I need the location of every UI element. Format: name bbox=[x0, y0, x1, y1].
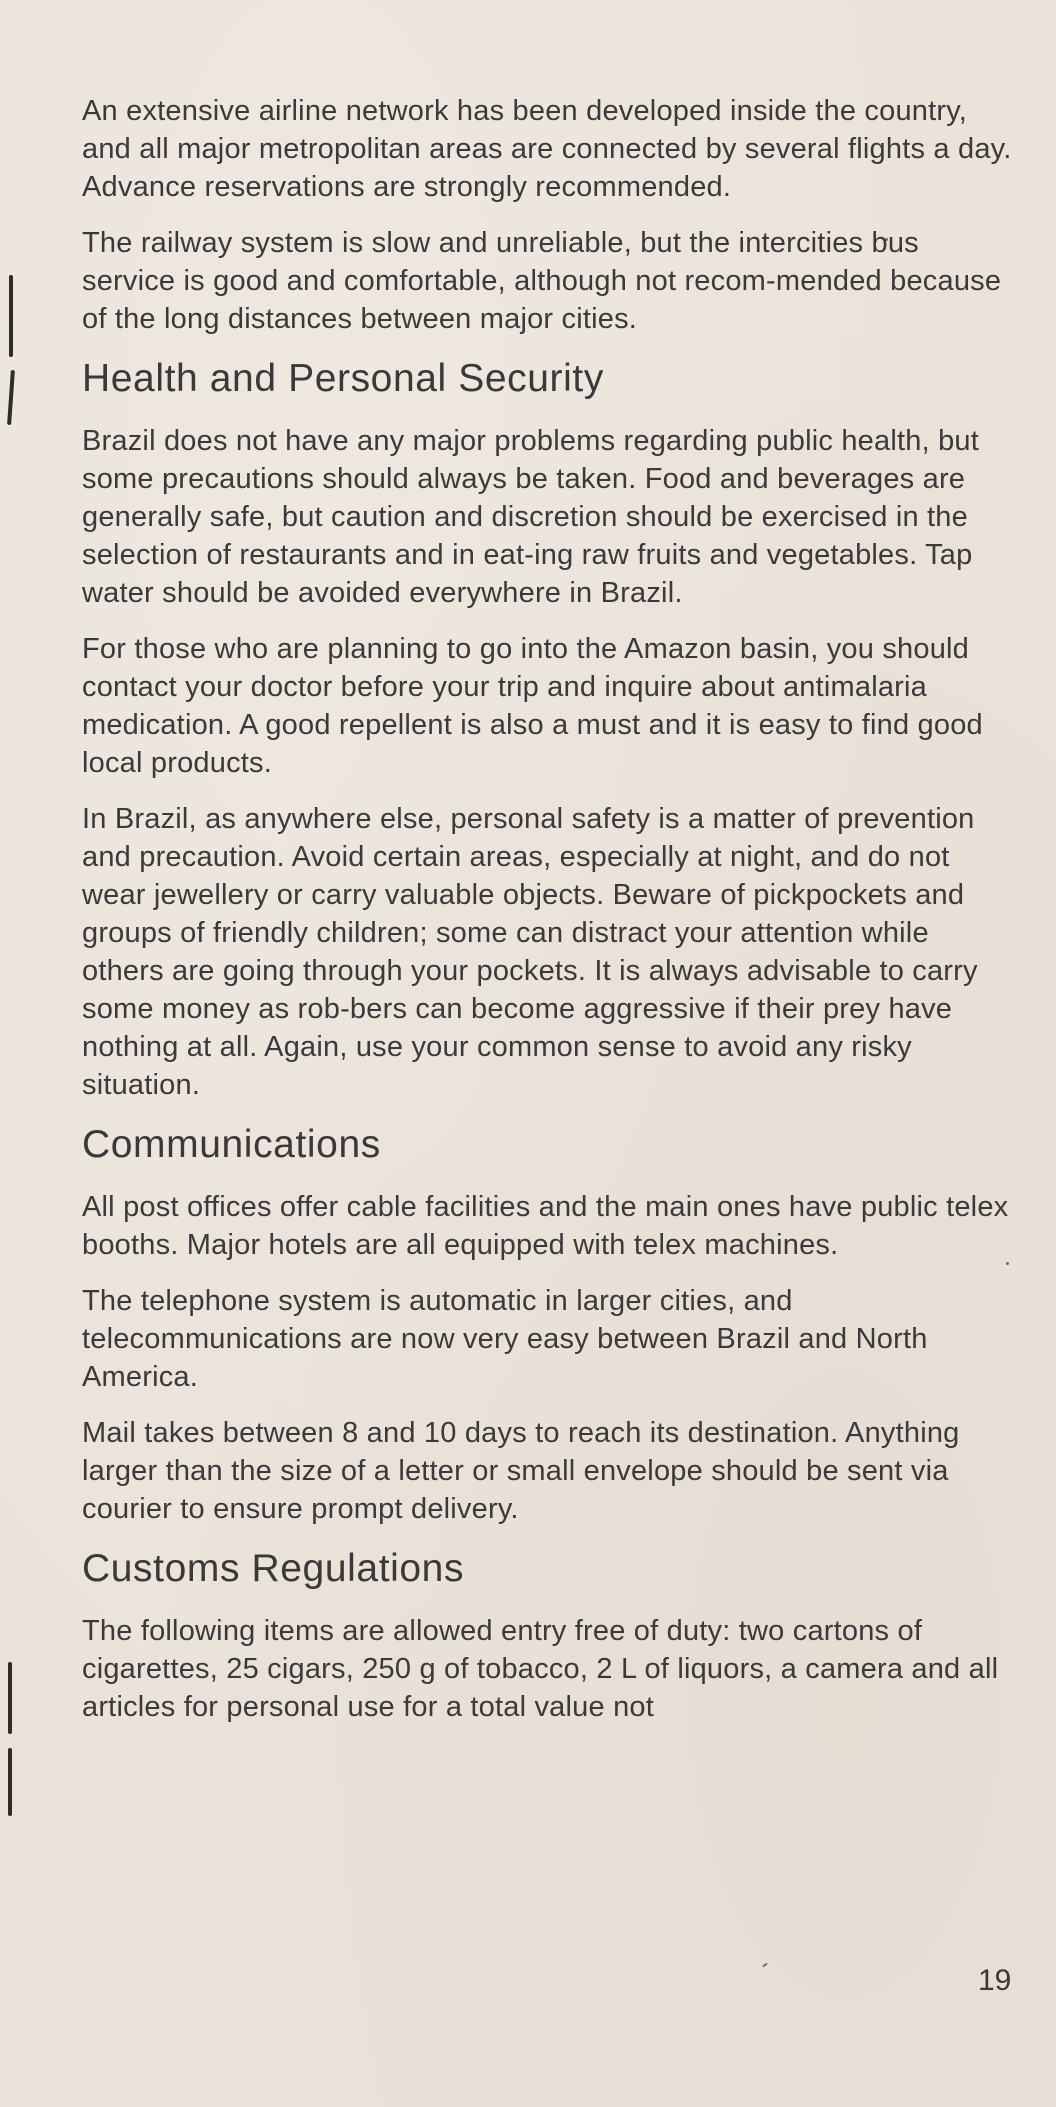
heading-customs-regulations: Customs Regulations bbox=[82, 1547, 465, 1590]
speck bbox=[762, 1962, 768, 1967]
margin-mark-3 bbox=[8, 1662, 12, 1734]
paragraph-safety: In Brazil, as anywhere else, personal safety is a matter of prevention and precaution. Avoid certain areas, especially at night, and do not wear jewellery or carry valuable objects. Beware of pickpockets and groups of friendly children; some can distract your attention while others are going through your pockets. It is always advisable to carry some money as rob-bers can become aggressive if their prey have nothing at all. Again, use your common sense to avoid any risky situation. bbox=[82, 803, 978, 1101]
heading-communications: Communications bbox=[82, 1123, 381, 1166]
paragraph-airline: An extensive airline network has been developed inside the country, and all major metropolitan areas are connected by several flights a day. Advance reservations are strongly recommended. bbox=[82, 95, 1012, 203]
paragraph-railway: The railway system is slow and unreliable, but the intercities bus service is good and comfortable, although not recom-mended because of the long distances between major cities. bbox=[82, 227, 1002, 335]
page-number: 19 bbox=[978, 1964, 1012, 1997]
paragraph-amazon: For those who are planning to go into the Amazon basin, you should contact your doctor before your trip and inquire about antimalaria medication. A good repellent is also a must and it is easy to find good local products. bbox=[82, 633, 983, 779]
margin-mark-1 bbox=[9, 275, 13, 357]
page-body bbox=[82, 92, 1017, 1744]
paragraph-health: Brazil does not have any major problems regarding public health, but some precautions should always be taken. Food and beverages are generally safe, but caution and discretion should be exercised in the selection of restaurants and in eat-ing raw fruits and vegetables. Tap water should be avoided everywhere in Brazil. bbox=[82, 425, 979, 609]
paragraph-telephone: The telephone system is automatic in larger cities, and telecommunications are now very easy between Brazil and North America. bbox=[82, 1285, 928, 1393]
paragraph-mail: Mail takes between 8 and 10 days to reach its destination. Anything larger than the size of a letter or small envelope should be sent via courier to ensure prompt delivery. bbox=[82, 1417, 960, 1525]
paragraph-customs: The following items are allowed entry free of duty: two cartons of cigarettes, 25 cigars, 250 g of tobacco, 2 L of liquors, a camera and all articles for personal use for a total value not bbox=[82, 1615, 999, 1723]
paragraph-post-offices: All post offices offer cable facilities and the main ones have public telex booths. Major hotels are all equipped with telex machines. bbox=[82, 1191, 1009, 1261]
heading-health-security: Health and Personal Security bbox=[82, 357, 604, 400]
margin-mark-2 bbox=[7, 370, 15, 425]
margin-mark-4 bbox=[8, 1748, 12, 1816]
